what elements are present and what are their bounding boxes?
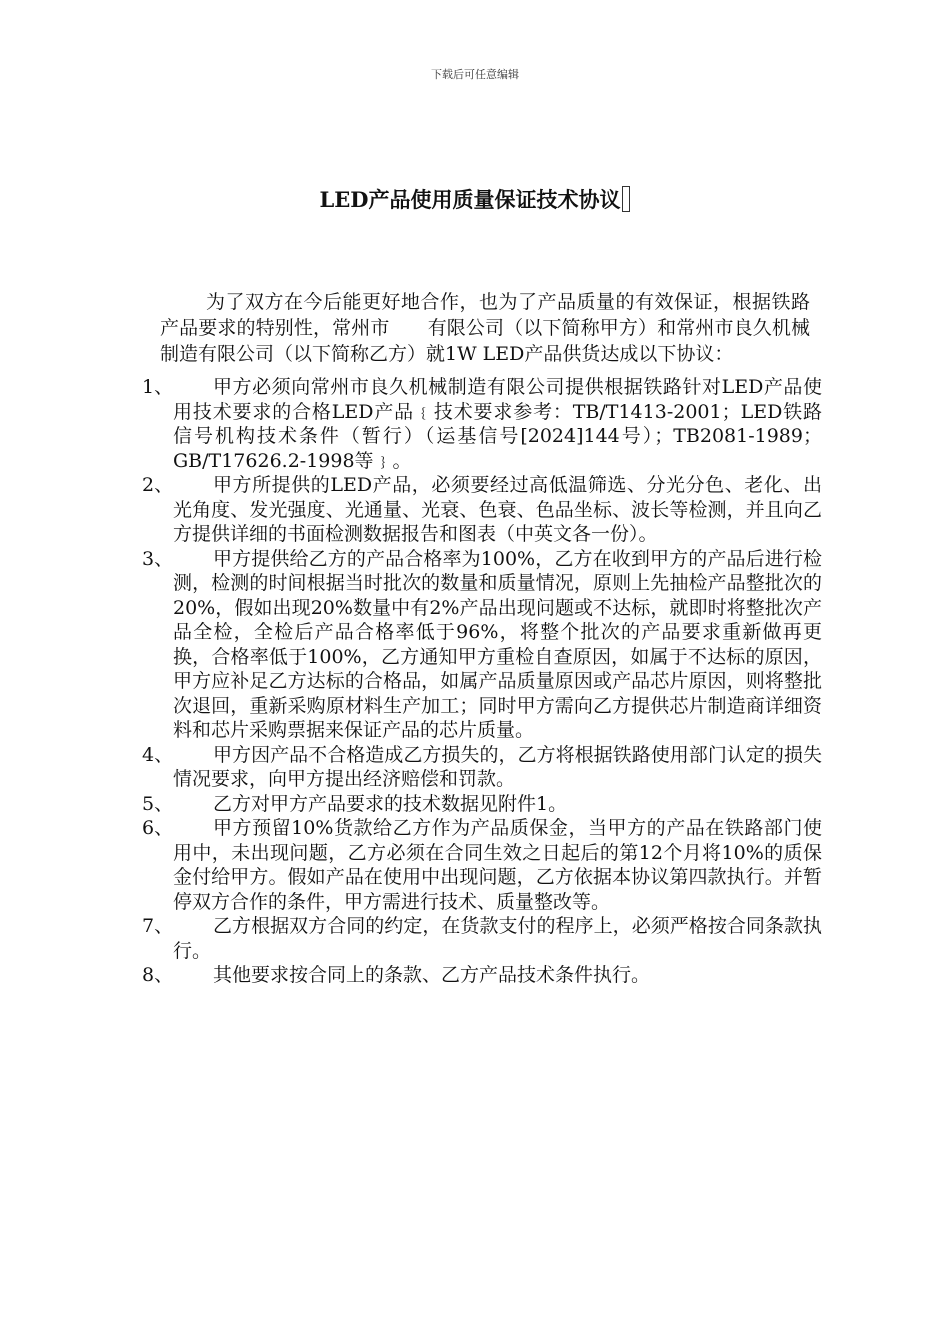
clause-item [142,816,822,914]
clause-number: 5、 [142,792,174,815]
clause-item [142,963,822,988]
clause-number: 3、 [142,547,174,570]
clause-item [142,473,822,547]
clause-text: 甲方预留10%货款给乙方作为产品质保金，当甲方的产品在铁路部门使用中，未出现问题，乙方必须在合同生效之日起后的第12个月将10%的质保金付给甲方。假如产品在使用中出现问题，乙方依据本协议第四款执行。并暂停双方合作的条件，甲方需进行技术、质量整改等。 [173,817,822,913]
intro-paragraph: 为了双方在今后能更好地合作，也为了产品质量的有效保证，根据铁路产品要求的特别性，常州市 有限公司（以下简称甲方）和常州市良久机械制造有限公司（以下简称乙方）就1W LED产品供货达成以下协议： [160,291,810,365]
clause-number: 1、 [142,376,174,398]
placeholder-box-icon [622,186,630,212]
clause-item [142,914,822,963]
clause-text: 甲方所提供的LED产品，必须要经过高低温筛选、分光分色、老化、出光角度、发光强度、光通量、光衰、色衰、色品坐标、波长等检测，并且向乙方提供详细的书面检测数据报告和图表（中英文各一份）。 [173,474,822,545]
clause-text: 甲方提供给乙方的产品合格率为100%，乙方在收到甲方的产品后进行检测，检测的时间根据当时批次的数量和质量情况，原则上先抽检产品整批次的20%，假如出现20%数量中有2%产品出现问题或不达标，就即时将整批次产品全检，全检后产品合格率低于96%，将整个批次的产品要求重新做再更换，合格率低于100%，乙方通知甲方重检自查原因，如属于不达标的原因，甲方应补足乙方达标的合格品，如属产品质量原因或产品芯片原因，则将整批次退回，重新采购原材料生产加工；同时甲方需向乙方提供芯片制造商详细资料和芯片采购票据来保证产品的芯片质量。 [173,547,822,741]
clause-number: 6、 [142,817,174,839]
clause-item [142,743,822,792]
clause-number: 4、 [142,743,174,766]
clause-item [142,792,822,817]
clause-text: 甲方因产品不合格造成乙方损失的，乙方将根据铁路使用部门认定的损失情况要求，向甲方提出经济赔偿和罚款。 [173,743,822,790]
header-note: 下载后可任意编辑 [431,68,519,81]
document-title [0,184,950,214]
clause-item [142,547,822,743]
clause-text: 甲方必须向常州市良久机械制造有限公司提供根据铁路针对LED产品使用技术要求的合格LED产品﹛技术要求参考：TB/T1413-2001；LED铁路信号机构技术条件（暂行）（运基信号[2024]144号）；TB2081-1989；GB/T17626.2-1998等﹜。 [173,376,822,472]
clause-number: 8、 [142,964,174,986]
clause-number: 7、 [142,915,174,937]
clause-text: 其他要求按合同上的条款、乙方产品技术条件执行。 [213,964,651,986]
title-text: LED产品使用质量保证技术协议 [319,187,621,212]
clause-text: 乙方对甲方产品要求的技术数据见附件1。 [213,792,568,815]
clause-number: 2、 [142,474,174,496]
clause-item [142,375,822,473]
clause-text: 乙方根据双方合同的约定，在货款支付的程序上，必须严格按合同条款执行。 [173,915,822,962]
clause-list [142,375,822,988]
